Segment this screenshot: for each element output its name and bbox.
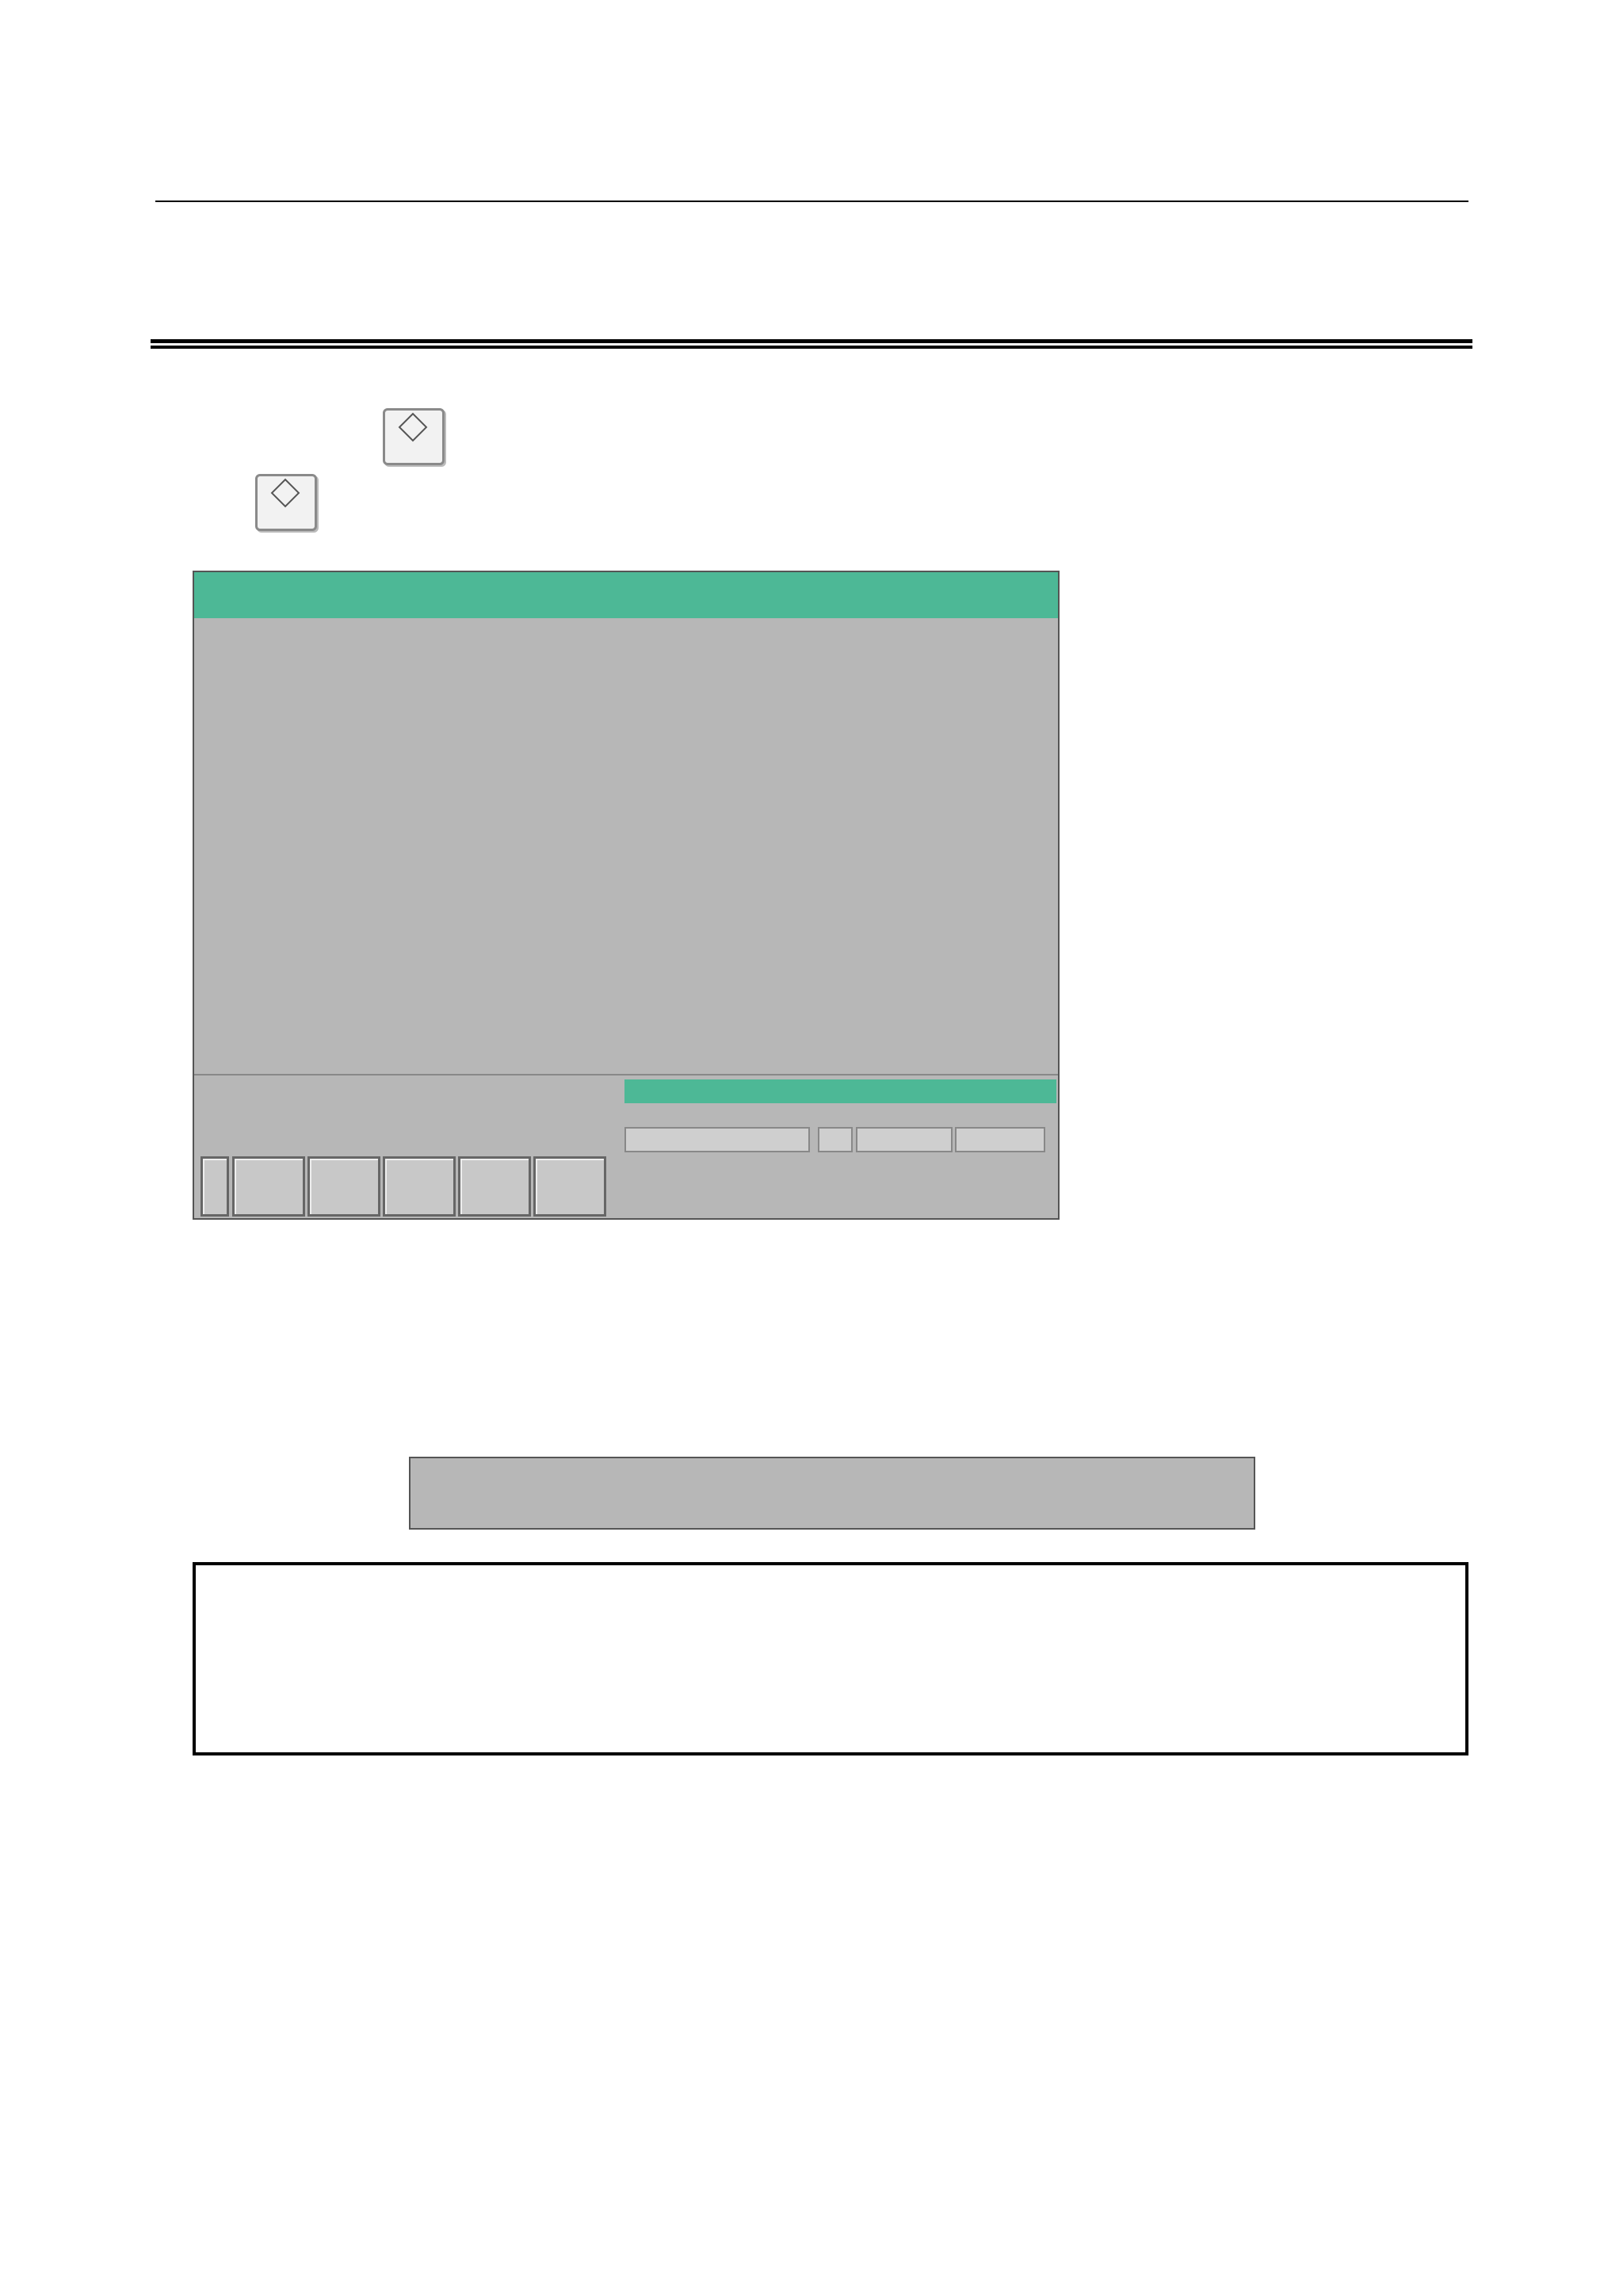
softkey-blank[interactable]	[307, 1156, 380, 1217]
softkey-blank[interactable]	[383, 1156, 456, 1217]
parameter-screen	[193, 571, 1060, 1220]
system-key-icon	[383, 408, 445, 465]
input-line[interactable]	[624, 1079, 1056, 1103]
chapter-rule	[151, 346, 1472, 349]
clock	[856, 1127, 953, 1152]
softkey-blank[interactable]	[458, 1156, 531, 1217]
mode-status	[624, 1127, 810, 1152]
operation-softkey-bar	[409, 1457, 1255, 1530]
header-rule	[155, 201, 1468, 202]
screen-divider	[194, 1074, 1058, 1075]
system-key-icon	[255, 474, 317, 531]
softkey-left-end[interactable]	[200, 1156, 229, 1217]
status-blank	[818, 1127, 853, 1152]
screen-title-bar	[194, 572, 1058, 618]
softkey-blank[interactable]	[232, 1156, 305, 1217]
chapter-rule	[151, 339, 1472, 343]
softkey-blank[interactable]	[533, 1156, 606, 1217]
note-box	[193, 1562, 1468, 1755]
output-status	[955, 1127, 1045, 1152]
